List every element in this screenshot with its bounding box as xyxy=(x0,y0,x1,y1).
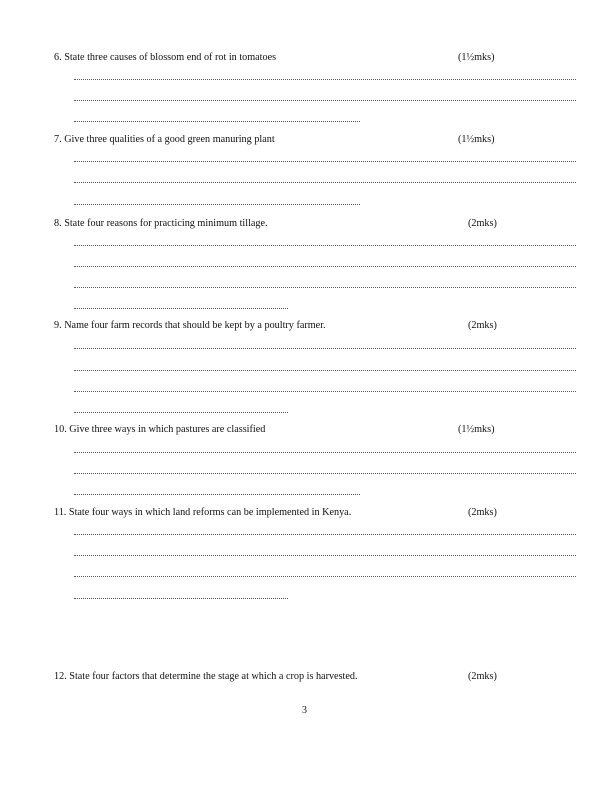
page-number: 3 xyxy=(302,705,307,716)
question-12: 12. State four factors that determine the stage at which a crop is harvested. xyxy=(54,671,358,682)
answer-line[interactable] xyxy=(74,287,576,288)
question-8-marks: (2mks) xyxy=(468,218,497,229)
answer-line[interactable] xyxy=(74,598,288,599)
answer-line[interactable] xyxy=(74,494,360,495)
answer-line[interactable] xyxy=(74,555,576,556)
answer-line[interactable] xyxy=(74,182,576,183)
question-6: 6. State three causes of blossom end of rot in tomatoes xyxy=(54,52,277,63)
question-9-marks: (2mks) xyxy=(468,320,497,331)
answer-line[interactable] xyxy=(74,79,576,80)
answer-line[interactable] xyxy=(74,266,576,267)
question-12-marks: (2mks) xyxy=(468,671,497,682)
question-7: 7. Give three qualities of a good green manuring plant xyxy=(54,134,275,145)
answer-line[interactable] xyxy=(74,370,576,371)
answer-line[interactable] xyxy=(74,534,576,535)
answer-line[interactable] xyxy=(74,452,576,453)
answer-line[interactable] xyxy=(74,412,288,413)
answer-line[interactable] xyxy=(74,576,576,577)
question-11-marks: (2mks) xyxy=(468,507,497,518)
question-8: 8. State four reasons for practicing minimum tillage. xyxy=(54,218,268,229)
answer-line[interactable] xyxy=(74,204,360,205)
answer-line[interactable] xyxy=(74,121,360,122)
answer-line[interactable] xyxy=(74,161,576,162)
answer-line[interactable] xyxy=(74,308,288,309)
answer-line[interactable] xyxy=(74,348,576,349)
answer-line[interactable] xyxy=(74,100,576,101)
question-7-marks: (1½mks) xyxy=(458,134,495,145)
question-9: 9. Name four farm records that should be kept by a poultry farmer. xyxy=(54,320,326,331)
question-10-marks: (1½mks) xyxy=(458,424,495,435)
answer-line[interactable] xyxy=(74,245,576,246)
question-11: 11. State four ways in which land reforms can be implemented in Kenya. xyxy=(54,507,352,518)
question-6-marks: (1½mks) xyxy=(458,52,495,63)
answer-line[interactable] xyxy=(74,473,576,474)
question-10: 10. Give three ways in which pastures are classified xyxy=(54,424,266,435)
answer-line[interactable] xyxy=(74,391,576,392)
